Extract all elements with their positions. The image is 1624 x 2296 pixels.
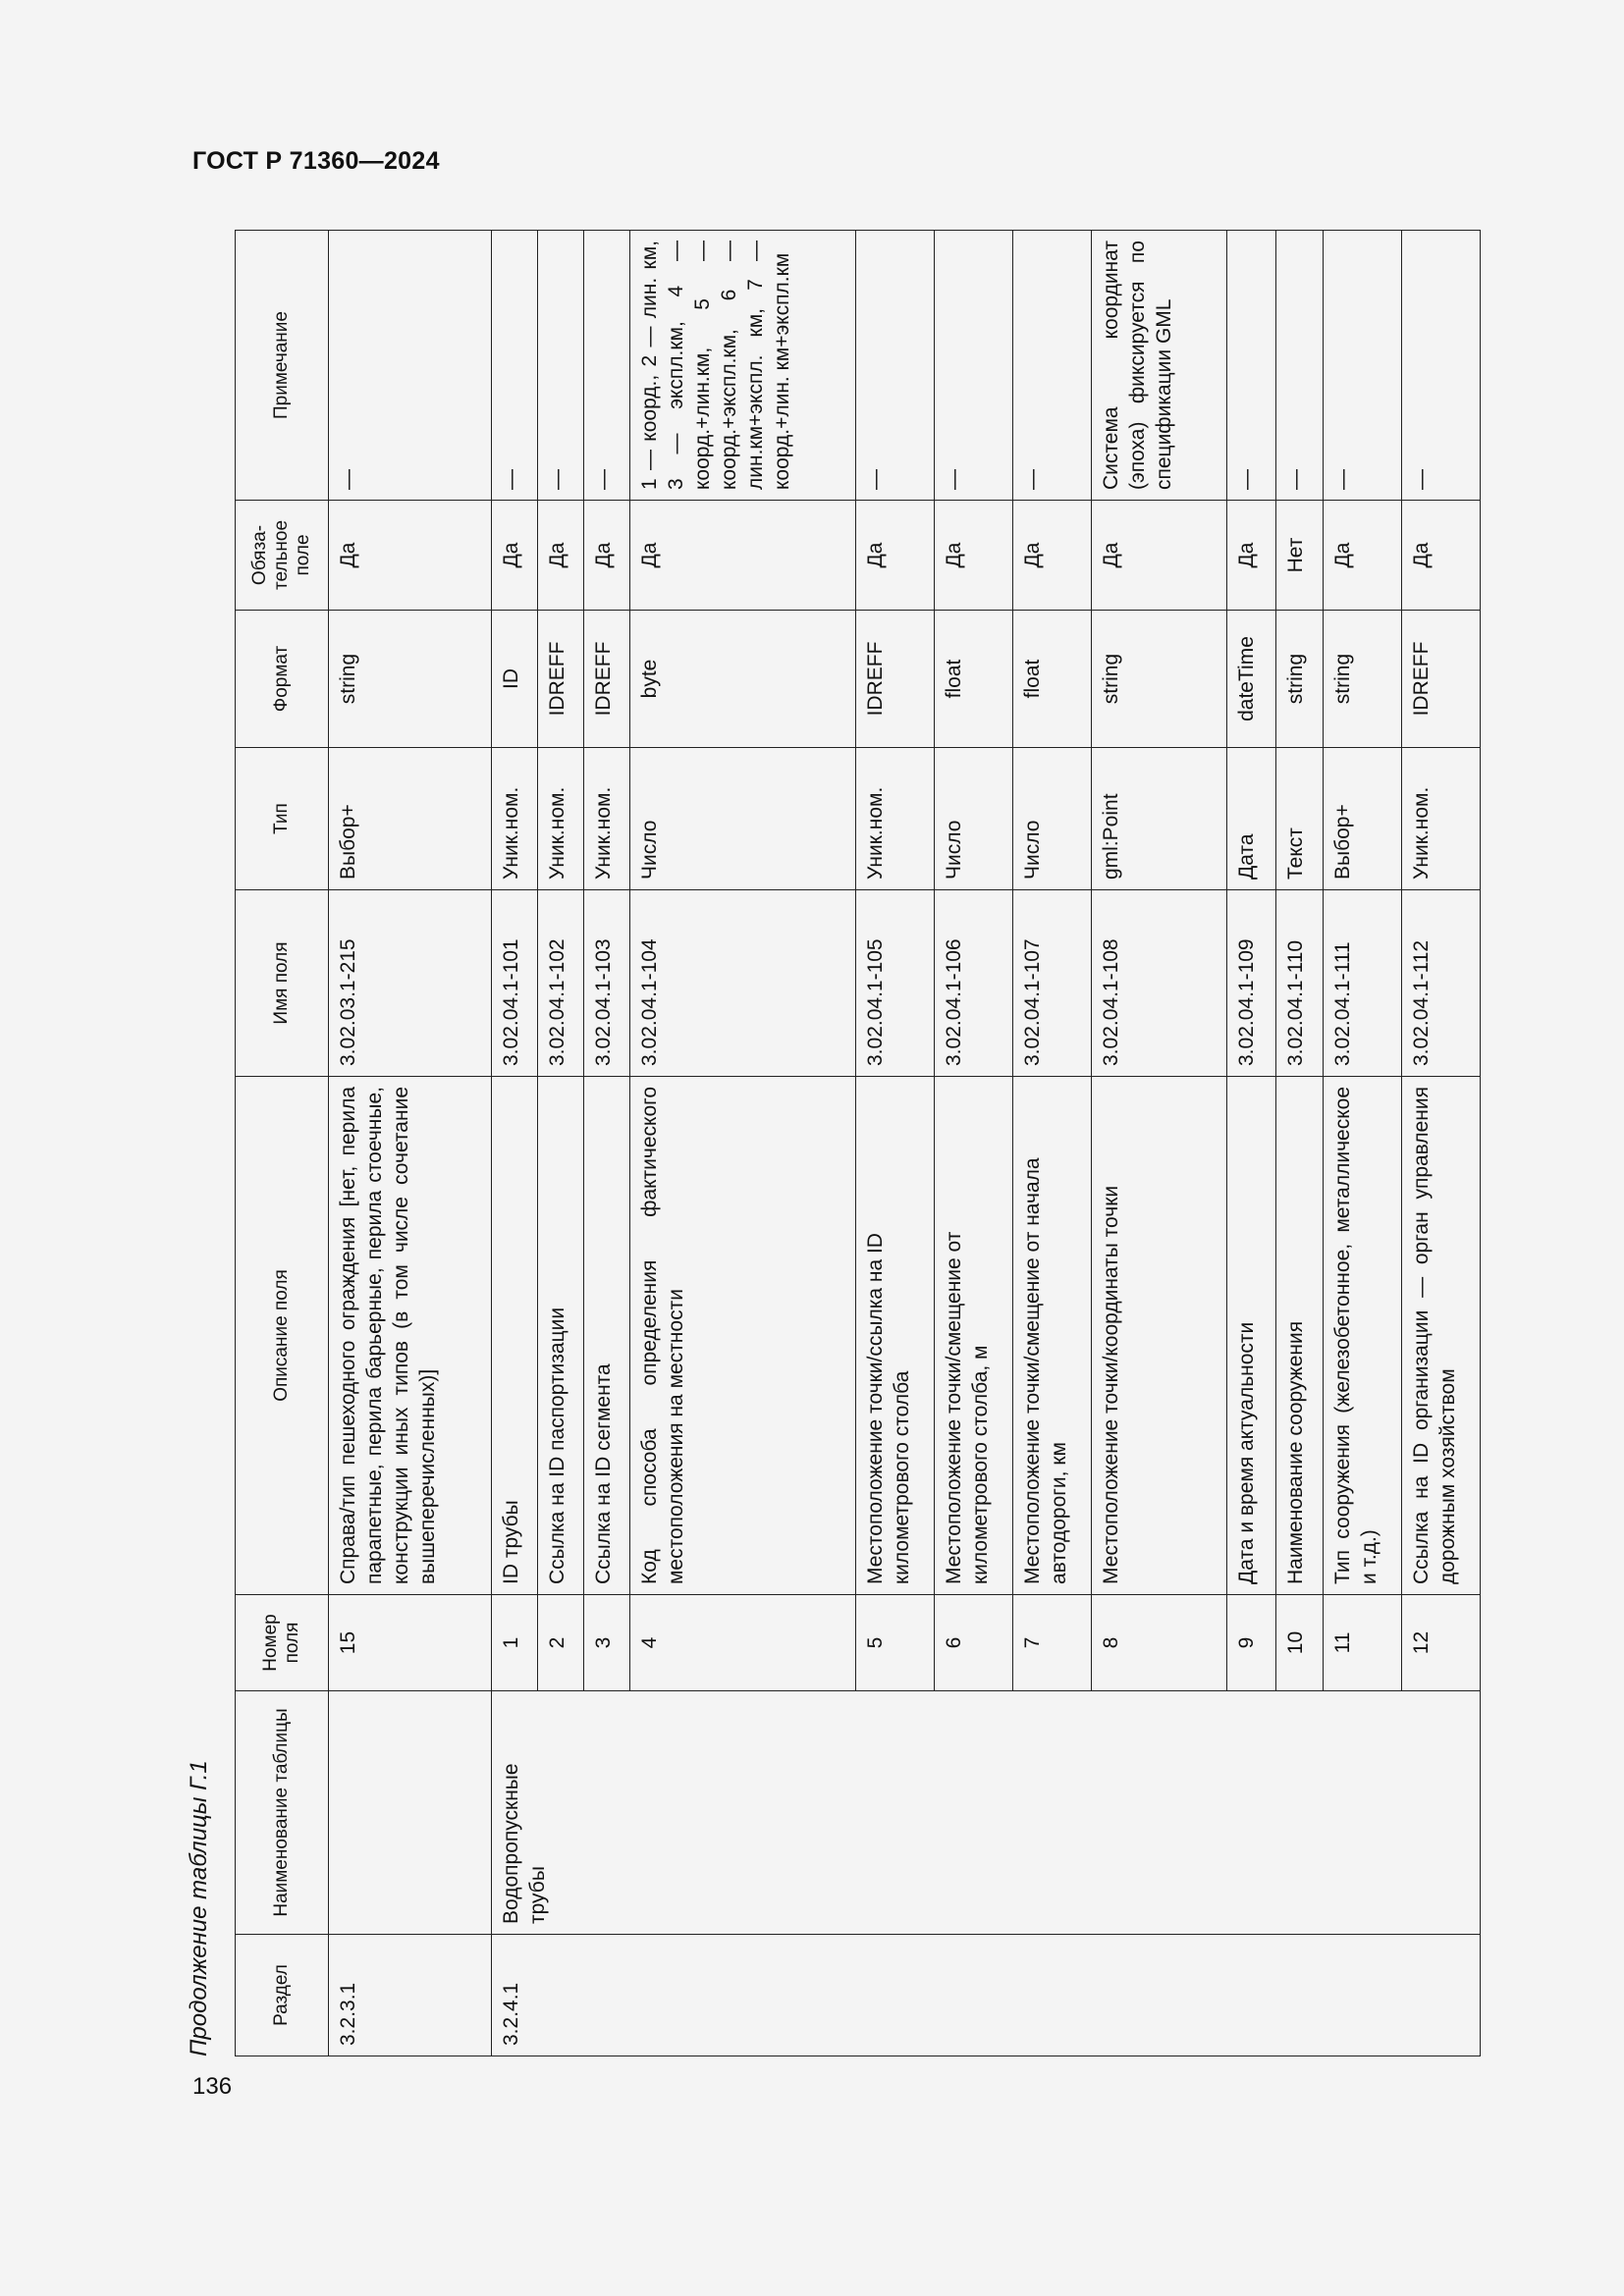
cell-note: 1 — коорд., 2 — лин. км, 3 — экспл.км, 4 — коорд.+лин.км, 5 — коорд.+экспл.км, 6 — лин.км+экспл. км, 7 — коорд.+лин. км+экспл.км — [630, 231, 856, 501]
table-header-row — [236, 231, 329, 2056]
cell-format: IDREFF — [856, 611, 935, 748]
cell-required: Да — [492, 501, 538, 611]
cell-field-number: 3 — [584, 1595, 630, 1691]
cell-field-number: 15 — [329, 1595, 492, 1691]
page-number: 136 — [192, 2073, 233, 2100]
cell-field-number: 5 — [856, 1595, 935, 1691]
cell-format: float — [935, 611, 1013, 748]
cell-required: Да — [856, 501, 935, 611]
cell-required: Да — [1092, 501, 1227, 611]
cell-type: Число — [935, 748, 1013, 890]
cell-required: Да — [584, 501, 630, 611]
cell-format: IDREFF — [538, 611, 584, 748]
cell-required: Да — [1227, 501, 1276, 611]
cell-format: byte — [630, 611, 856, 748]
cell-required: Да — [538, 501, 584, 611]
cell-field-name: 3.02.03.1-215 — [329, 890, 492, 1077]
cell-type: Текст — [1276, 748, 1324, 890]
cell-field-name: 3.02.04.1-103 — [584, 890, 630, 1077]
cell-type: Уник.ном. — [1402, 748, 1481, 890]
cell-description: Ссылка на ID сегмента — [584, 1077, 630, 1595]
cell-description: Тип сооружения (железобетонное, металлическое и т.д.) — [1324, 1077, 1402, 1595]
cell-format: string — [1092, 611, 1227, 748]
cell-required: Да — [630, 501, 856, 611]
cell-field-name: 3.02.04.1-108 — [1092, 890, 1227, 1077]
rotated-table-area — [186, 231, 1499, 2056]
cell-type: Выбор+ — [329, 748, 492, 890]
cell-type: Уник.ном. — [856, 748, 935, 890]
cell-field-name: 3.02.04.1-112 — [1402, 890, 1481, 1077]
cell-format: dateTime — [1227, 611, 1276, 748]
cell-note: — — [935, 231, 1013, 501]
cell-field-name: 3.02.04.1-104 — [630, 890, 856, 1077]
cell-note: — — [1402, 231, 1481, 501]
cell-section: 3.2.4.1 — [492, 1935, 1481, 2056]
cell-field-number: 11 — [1324, 1595, 1402, 1691]
cell-field-name: 3.02.04.1-102 — [538, 890, 584, 1077]
cell-note: — — [1276, 231, 1324, 501]
cell-field-name: 3.02.04.1-101 — [492, 890, 538, 1077]
cell-description: Местоположение точки/смещение от начала автодороги, км — [1013, 1077, 1092, 1595]
cell-description: Местоположение точки/ссылка на ID километрового столба — [856, 1077, 935, 1595]
cell-description: Справа/тип пешеходного ограждения [нет, перила парапетные, перила барьерные, перила стоечные, конструкции иных типов (в том числе сочетание вышеперечисленных)] — [329, 1077, 492, 1595]
cell-type: gml:Point — [1092, 748, 1227, 890]
cell-description: Ссылка на ID паспортизации — [538, 1077, 584, 1595]
cell-field-number: 10 — [1276, 1595, 1324, 1691]
cell-description: Код способа определения фактического местоположения на местности — [630, 1077, 856, 1595]
cell-type: Число — [630, 748, 856, 890]
cell-field-number: 8 — [1092, 1595, 1227, 1691]
document-header: ГОСТ Р 71360—2024 — [192, 147, 440, 175]
cell-description: Дата и время актуальности — [1227, 1077, 1276, 1595]
cell-field-name: 3.02.04.1-107 — [1013, 890, 1092, 1077]
cell-type: Выбор+ — [1324, 748, 1402, 890]
cell-section: 3.2.3.1 — [329, 1935, 492, 2056]
cell-note: — — [538, 231, 584, 501]
cell-field-name: 3.02.04.1-109 — [1227, 890, 1276, 1077]
cell-type: Уник.ном. — [492, 748, 538, 890]
cell-description: Наименование сооружения — [1276, 1077, 1324, 1595]
cell-required: Да — [935, 501, 1013, 611]
table-row — [329, 231, 492, 2056]
cell-field-name: 3.02.04.1-106 — [935, 890, 1013, 1077]
cell-format: float — [1013, 611, 1092, 748]
column-header: Формат — [236, 611, 329, 748]
cell-note: Система координат (эпоха) фиксируется по спецификации GML — [1092, 231, 1227, 501]
cell-description: Местоположение точки/координаты точки — [1092, 1077, 1227, 1595]
cell-required: Нет — [1276, 501, 1324, 611]
cell-field-number: 4 — [630, 1595, 856, 1691]
column-header: Описание поля — [236, 1077, 329, 1595]
cell-field-name: 3.02.04.1-105 — [856, 890, 935, 1077]
cell-description: Ссылка на ID организации — орган управления дорожным хозяйством — [1402, 1077, 1481, 1595]
cell-note: — — [492, 231, 538, 501]
cell-required: Да — [1402, 501, 1481, 611]
cell-note: — — [1013, 231, 1092, 501]
cell-format: ID — [492, 611, 538, 748]
cell-field-name: 3.02.04.1-111 — [1324, 890, 1402, 1077]
cell-required: Да — [1013, 501, 1092, 611]
cell-note: — — [1227, 231, 1276, 501]
cell-required: Да — [329, 501, 492, 611]
column-header: Номер поля — [236, 1595, 329, 1691]
column-header: Наименование таблицы — [236, 1691, 329, 1935]
cell-type: Уник.ном. — [538, 748, 584, 890]
cell-note: — — [1324, 231, 1402, 501]
column-header: Обяза-тельное поле — [236, 501, 329, 611]
table-caption: Продолжение таблицы Г.1 — [186, 1760, 212, 2056]
cell-note: — — [584, 231, 630, 501]
cell-required: Да — [1324, 501, 1402, 611]
cell-table-name: Водопропускные трубы — [492, 1691, 1481, 1935]
cell-field-number: 2 — [538, 1595, 584, 1691]
fields-table — [235, 230, 1481, 2056]
cell-format: string — [1276, 611, 1324, 748]
cell-format: IDREFF — [1402, 611, 1481, 748]
cell-type: Дата — [1227, 748, 1276, 890]
column-header: Тип — [236, 748, 329, 890]
cell-description: ID трубы — [492, 1077, 538, 1595]
cell-field-number: 1 — [492, 1595, 538, 1691]
table-row — [492, 231, 538, 2056]
cell-format: string — [329, 611, 492, 748]
cell-field-number: 7 — [1013, 1595, 1092, 1691]
column-header: Раздел — [236, 1935, 329, 2056]
cell-field-number: 6 — [935, 1595, 1013, 1691]
cell-format: IDREFF — [584, 611, 630, 748]
cell-format: string — [1324, 611, 1402, 748]
cell-type: Число — [1013, 748, 1092, 890]
cell-field-name: 3.02.04.1-110 — [1276, 890, 1324, 1077]
cell-note: — — [856, 231, 935, 501]
cell-type: Уник.ном. — [584, 748, 630, 890]
column-header: Имя поля — [236, 890, 329, 1077]
column-header: Примечание — [236, 231, 329, 501]
cell-note: — — [329, 231, 492, 501]
cell-description: Местоположение точки/смещение от километрового столба, м — [935, 1077, 1013, 1595]
cell-field-number: 9 — [1227, 1595, 1276, 1691]
cell-field-number: 12 — [1402, 1595, 1481, 1691]
cell-table-name — [329, 1691, 492, 1935]
